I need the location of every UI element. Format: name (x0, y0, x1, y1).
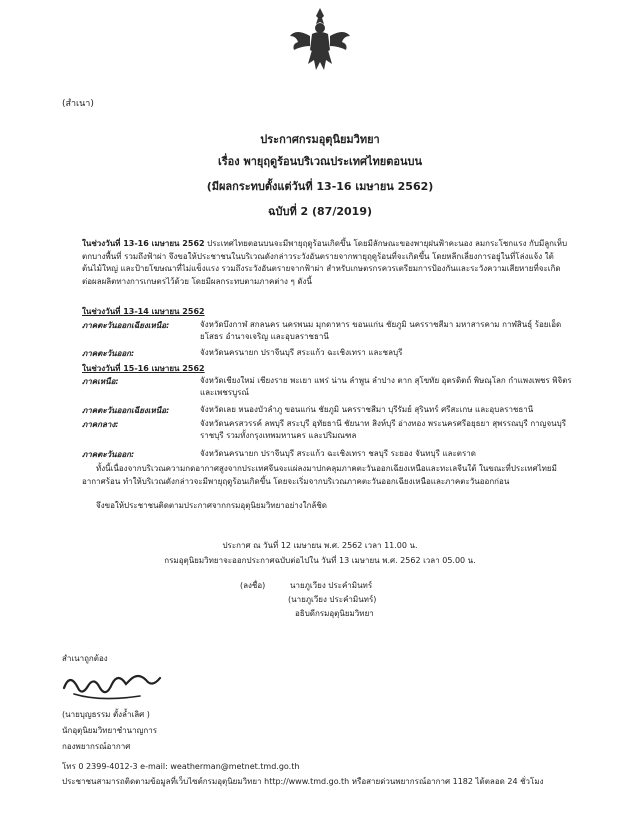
contact-phone-email: โทร 0 2399-4012-3 e-mail: weatherman@metnet.tmd.go.th (62, 762, 300, 771)
period2-region-provinces: จังหวัดเลย หนองบัวลำภู ขอนแก่น ชัยภูมิ นครราชสีมา บุรีรัมย์ สุรินทร์ ศรีสะเกษ และอุบลราชธานี (200, 405, 534, 414)
certify-label: สำเนาถูกต้อง (62, 654, 108, 663)
intro-text: ประเทศไทยตอนบนจะมีพายุฤดูร้อนเกิดขึ้น โดยมีลักษณะของพายุฝนฟ้าคะนอง ลมกระโชกแรง กับมีลูกเห็บตกบางพื้นที่ รวมถึงฟ้าผ่า จึงขอให้ประชาชนในบริเวณดังกล่าวระวังอันตรายจากพายุฤดูร้อนที่จะเกิดขึ้น โดยหลีกเลี่ยงการอยู่ในที่โล่งแจ้ง ใต้ต้นไม้ใหญ่ และป้ายโฆษณาที่ไม่แข็งแรง รวมถึงระวังอันตรายจากฟ้าผ่า สำหรับเกษตรกรควรเตรียมการป้องกันและระวังความเสียหายที่จะเกิดต่อผลผลิตทางการเกษตรไว้ด้วย โดยมีผลกระทบตามภาคต่าง ๆ ดังนี้ (82, 239, 568, 286)
announce-date: ประกาศ ณ วันที่ 12 เมษายน พ.ศ. 2562 เวลา 11.00 น. (222, 541, 418, 550)
contact-follow: ประชาชนสามารถติดตามข้อมูลที่เว็บไซต์กรมอุตุนิยมวิทยา http://www.tmd.go.th หรือสายด่วนพยากรณ์อากาศ 1182 ได้ตลอด 24 ชั่วโมง (62, 777, 544, 786)
intro-paragraph (82, 238, 568, 288)
period2-region-provinces: จังหวัดนครสวรรค์ ลพบุรี สระบุรี อุทัยธานี ชัยนาท สิงห์บุรี อ่างทอง พระนครศรีอยุธยา สุพรรณบุรี กาญจนบุรี ราชบุรี รวมทั้งกรุงเทพมหานคร และปริมณฑล (200, 419, 567, 440)
certify-position: นักอุตุนิยมวิทยาชำนาญการ (62, 726, 158, 735)
garuda-emblem-icon (288, 6, 352, 74)
title-subject: เรื่อง พายุฤดูร้อนบริเวณประเทศไทยตอนบน (217, 155, 422, 168)
announce-next: กรมอุตุนิยมวิทยาจะออกประกาศฉบับต่อไปใน วันที่ 13 เมษายน พ.ศ. 2562 เวลา 05.00 น. (164, 556, 476, 565)
period2-region-provinces: จังหวัดเชียงใหม่ เชียงราย พะเยา แพร่ น่าน ลำพูน ลำปาง ตาก สุโขทัย อุตรดิตถ์ พิษณุโลก กำแพงเพชร พิจิตร และเพชรบูรณ์ (200, 376, 572, 397)
certify-division: กองพยากรณ์อากาศ (62, 742, 131, 751)
signed-label: (ลงชื่อ) (240, 581, 266, 590)
period1-region-provinces: จังหวัดนครนายก ปราจีนบุรี สระแก้ว ฉะเชิงเทรา และชลบุรี (200, 348, 403, 357)
period1-region-name: ภาคตะวันออก: (82, 349, 135, 358)
cause-paragraph: ทั้งนี้เนื่องจากบริเวณความกดอากาศสูงจากประเทศจีนจะแผ่ลงมาปกคลุมภาคตะวันออกเฉียงเหนือและทะเลจีนใต้ ในขณะที่ประเทศไทยมีอากาศร้อน ทำให้บริเวณดังกล่าวจะมีพายุฤดูร้อนเกิดขึ้น โดยจะเริ่มจากบริเวณภาคตะวันออกเฉียงเหนือและภาคตะวันออกก่อน (82, 464, 557, 486)
signer-name: นายภูเวียง ประคำมินทร์ (290, 581, 373, 590)
title-effective: (มีผลกระทบตั้งแต่วันที่ 13-16 เมษายน 2562) (206, 180, 434, 193)
period1-region-name: ภาคตะวันออกเฉียงเหนือ: (82, 321, 170, 330)
handwritten-signature (60, 658, 170, 706)
period2-region-name: ภาคตะวันออกเฉียงเหนือ: (82, 406, 170, 415)
period2-label: ในช่วงวันที่ 15-16 เมษายน 2562 (82, 364, 205, 373)
period1-label: ในช่วงวันที่ 13-14 เมษายน 2562 (82, 307, 205, 316)
period2-region-name: ภาคเหนือ: (82, 377, 119, 386)
period1-region-provinces: จังหวัดบึงกาฬ สกลนคร นครพนม มุกดาหาร ขอนแก่น ชัยภูมิ นครราชสีมา มหาสารคาม กาฬสินธุ์ ร้อยเอ็ด ยโสธร อำนาจเจริญ และอุบลราชธานี (200, 320, 562, 341)
intro-lead: ในช่วงวันที่ 13-16 เมษายน 2562 (82, 239, 205, 248)
copy-label: (สำเนา) (62, 99, 94, 109)
period2-region-name: ภาคตะวันออก: (82, 450, 135, 459)
certify-name: (นายบุญธรรม ตั้งล้ำเลิศ ) (62, 710, 150, 719)
period2-region-name: ภาคกลาง: (82, 420, 119, 429)
title-org: ประกาศกรมอุตุนิยมวิทยา (260, 133, 380, 146)
signer-position: อธิบดีกรมอุตุนิยมวิทยา (295, 609, 374, 618)
closing-paragraph: จึงขอให้ประชาชนติดตามประกาศจากกรมอุตุนิยมวิทยาอย่างใกล้ชิด (96, 501, 327, 510)
signer-name-paren: (นายภูเวียง ประคำมินทร์) (288, 595, 377, 604)
title-issue: ฉบับที่ 2 (87/2019) (267, 205, 373, 218)
period2-region-provinces: จังหวัดนครนายก ปราจีนบุรี สระแก้ว ฉะเชิงเทรา ชลบุรี ระยอง จันทบุรี และตราด (200, 449, 476, 458)
